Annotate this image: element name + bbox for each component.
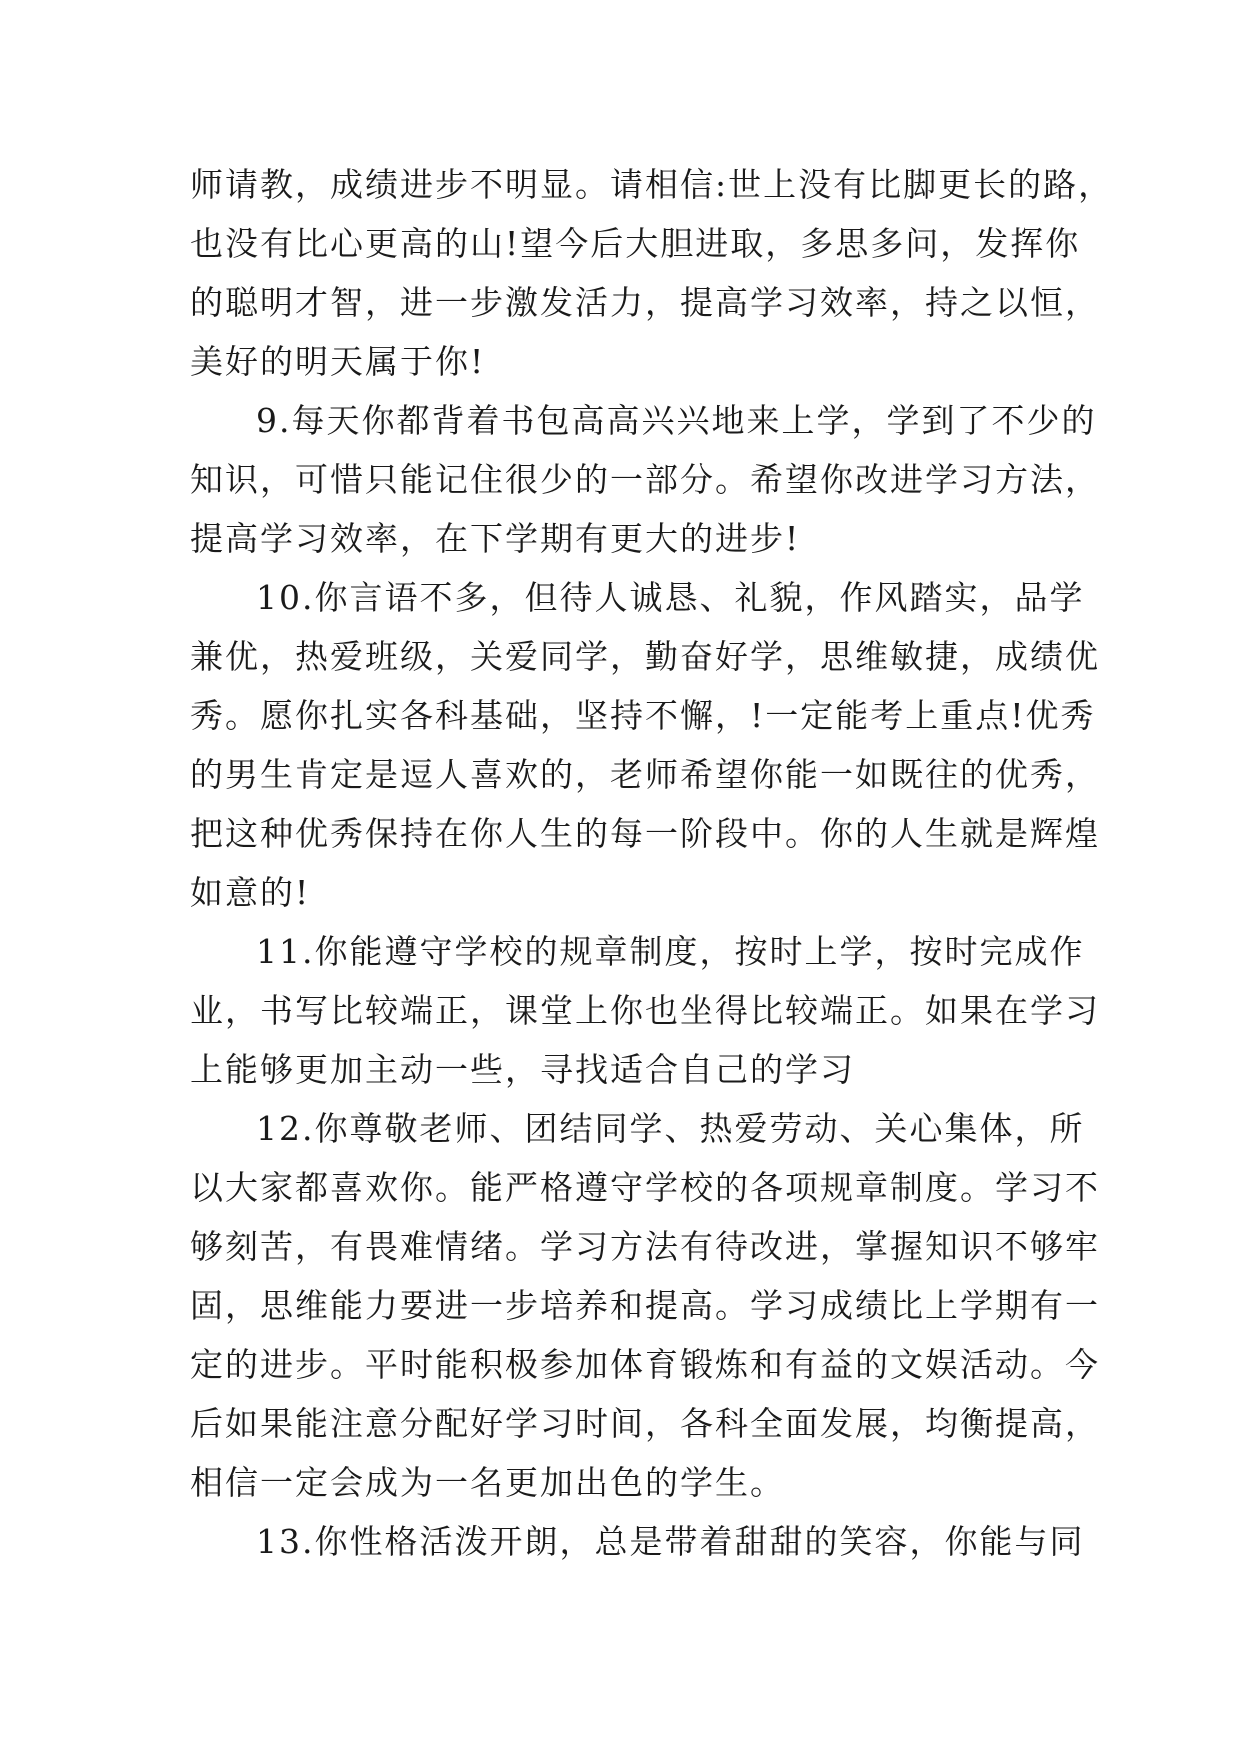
- text-line: 够刻苦，有畏难情绪。学习方法有待改进，掌握知识不够牢: [190, 1227, 1100, 1266]
- paragraph: [190, 1099, 1100, 1512]
- text-line: 也没有比心更高的山!望今后大胆进取，多思多问，发挥你: [190, 224, 1081, 263]
- text-line: 美好的明天属于你!: [190, 342, 486, 381]
- text-line: 后如果能注意分配好学习时间，各科全面发展，均衡提高，: [190, 1404, 1100, 1443]
- text-line: 秀。愿你扎实各科基础，坚持不懈，!一定能考上重点!优秀: [190, 696, 1096, 735]
- text-line: 的聪明才智，进一步激发活力，提高学习效率，持之以恒，: [190, 283, 1100, 322]
- paragraph: [190, 155, 1114, 391]
- text-line: 把这种优秀保持在你人生的每一阶段中。你的人生就是辉煌: [190, 814, 1100, 853]
- text-line: 业，书写比较端正，课堂上你也坐得比较端正。如果在学习: [190, 991, 1100, 1030]
- text-line: 定的进步。平时能积极参加体育锻炼和有益的文娱活动。今: [190, 1345, 1100, 1384]
- text-line: 师请教，成绩进步不明显。请相信:世上没有比脚更长的路，: [190, 165, 1114, 204]
- paragraph: [190, 391, 1100, 568]
- text-line: 9.每天你都背着书包高高兴兴地来上学，学到了不少的: [256, 401, 1097, 440]
- text-line: 的男生肯定是逗人喜欢的，老师希望你能一如既往的优秀，: [190, 755, 1100, 794]
- paragraph: [190, 922, 1100, 1099]
- text-line: 固，思维能力要进一步培养和提高。学习成绩比上学期有一: [190, 1286, 1100, 1325]
- text-line: 相信一定会成为一名更加出色的学生。: [190, 1463, 785, 1502]
- text-line: 以大家都喜欢你。能严格遵守学校的各项规章制度。学习不: [190, 1168, 1100, 1207]
- text-line: 13.你性格活泼开朗，总是带着甜甜的笑容，你能与同: [256, 1522, 1085, 1561]
- text-line: 12.你尊敬老师、团结同学、热爱劳动、关心集体，所: [256, 1109, 1085, 1148]
- paragraph: [190, 568, 1100, 922]
- text-line: 10.你言语不多，但待人诚恳、礼貌，作风踏实，品学: [256, 578, 1085, 617]
- text-line: 如意的!: [190, 873, 311, 912]
- text-line: 提高学习效率，在下学期有更大的进步!: [190, 519, 801, 558]
- text-line: 兼优，热爱班级，关爱同学，勤奋好学，思维敏捷，成绩优: [190, 637, 1100, 676]
- text-line: 11.你能遵守学校的规章制度，按时上学，按时完成作: [256, 932, 1085, 971]
- paragraph: [190, 1512, 1085, 1571]
- text-line: 知识，可惜只能记住很少的一部分。希望你改进学习方法，: [190, 460, 1100, 499]
- text-line: 上能够更加主动一些，寻找适合自己的学习: [190, 1050, 855, 1089]
- document-body: [190, 155, 1114, 1571]
